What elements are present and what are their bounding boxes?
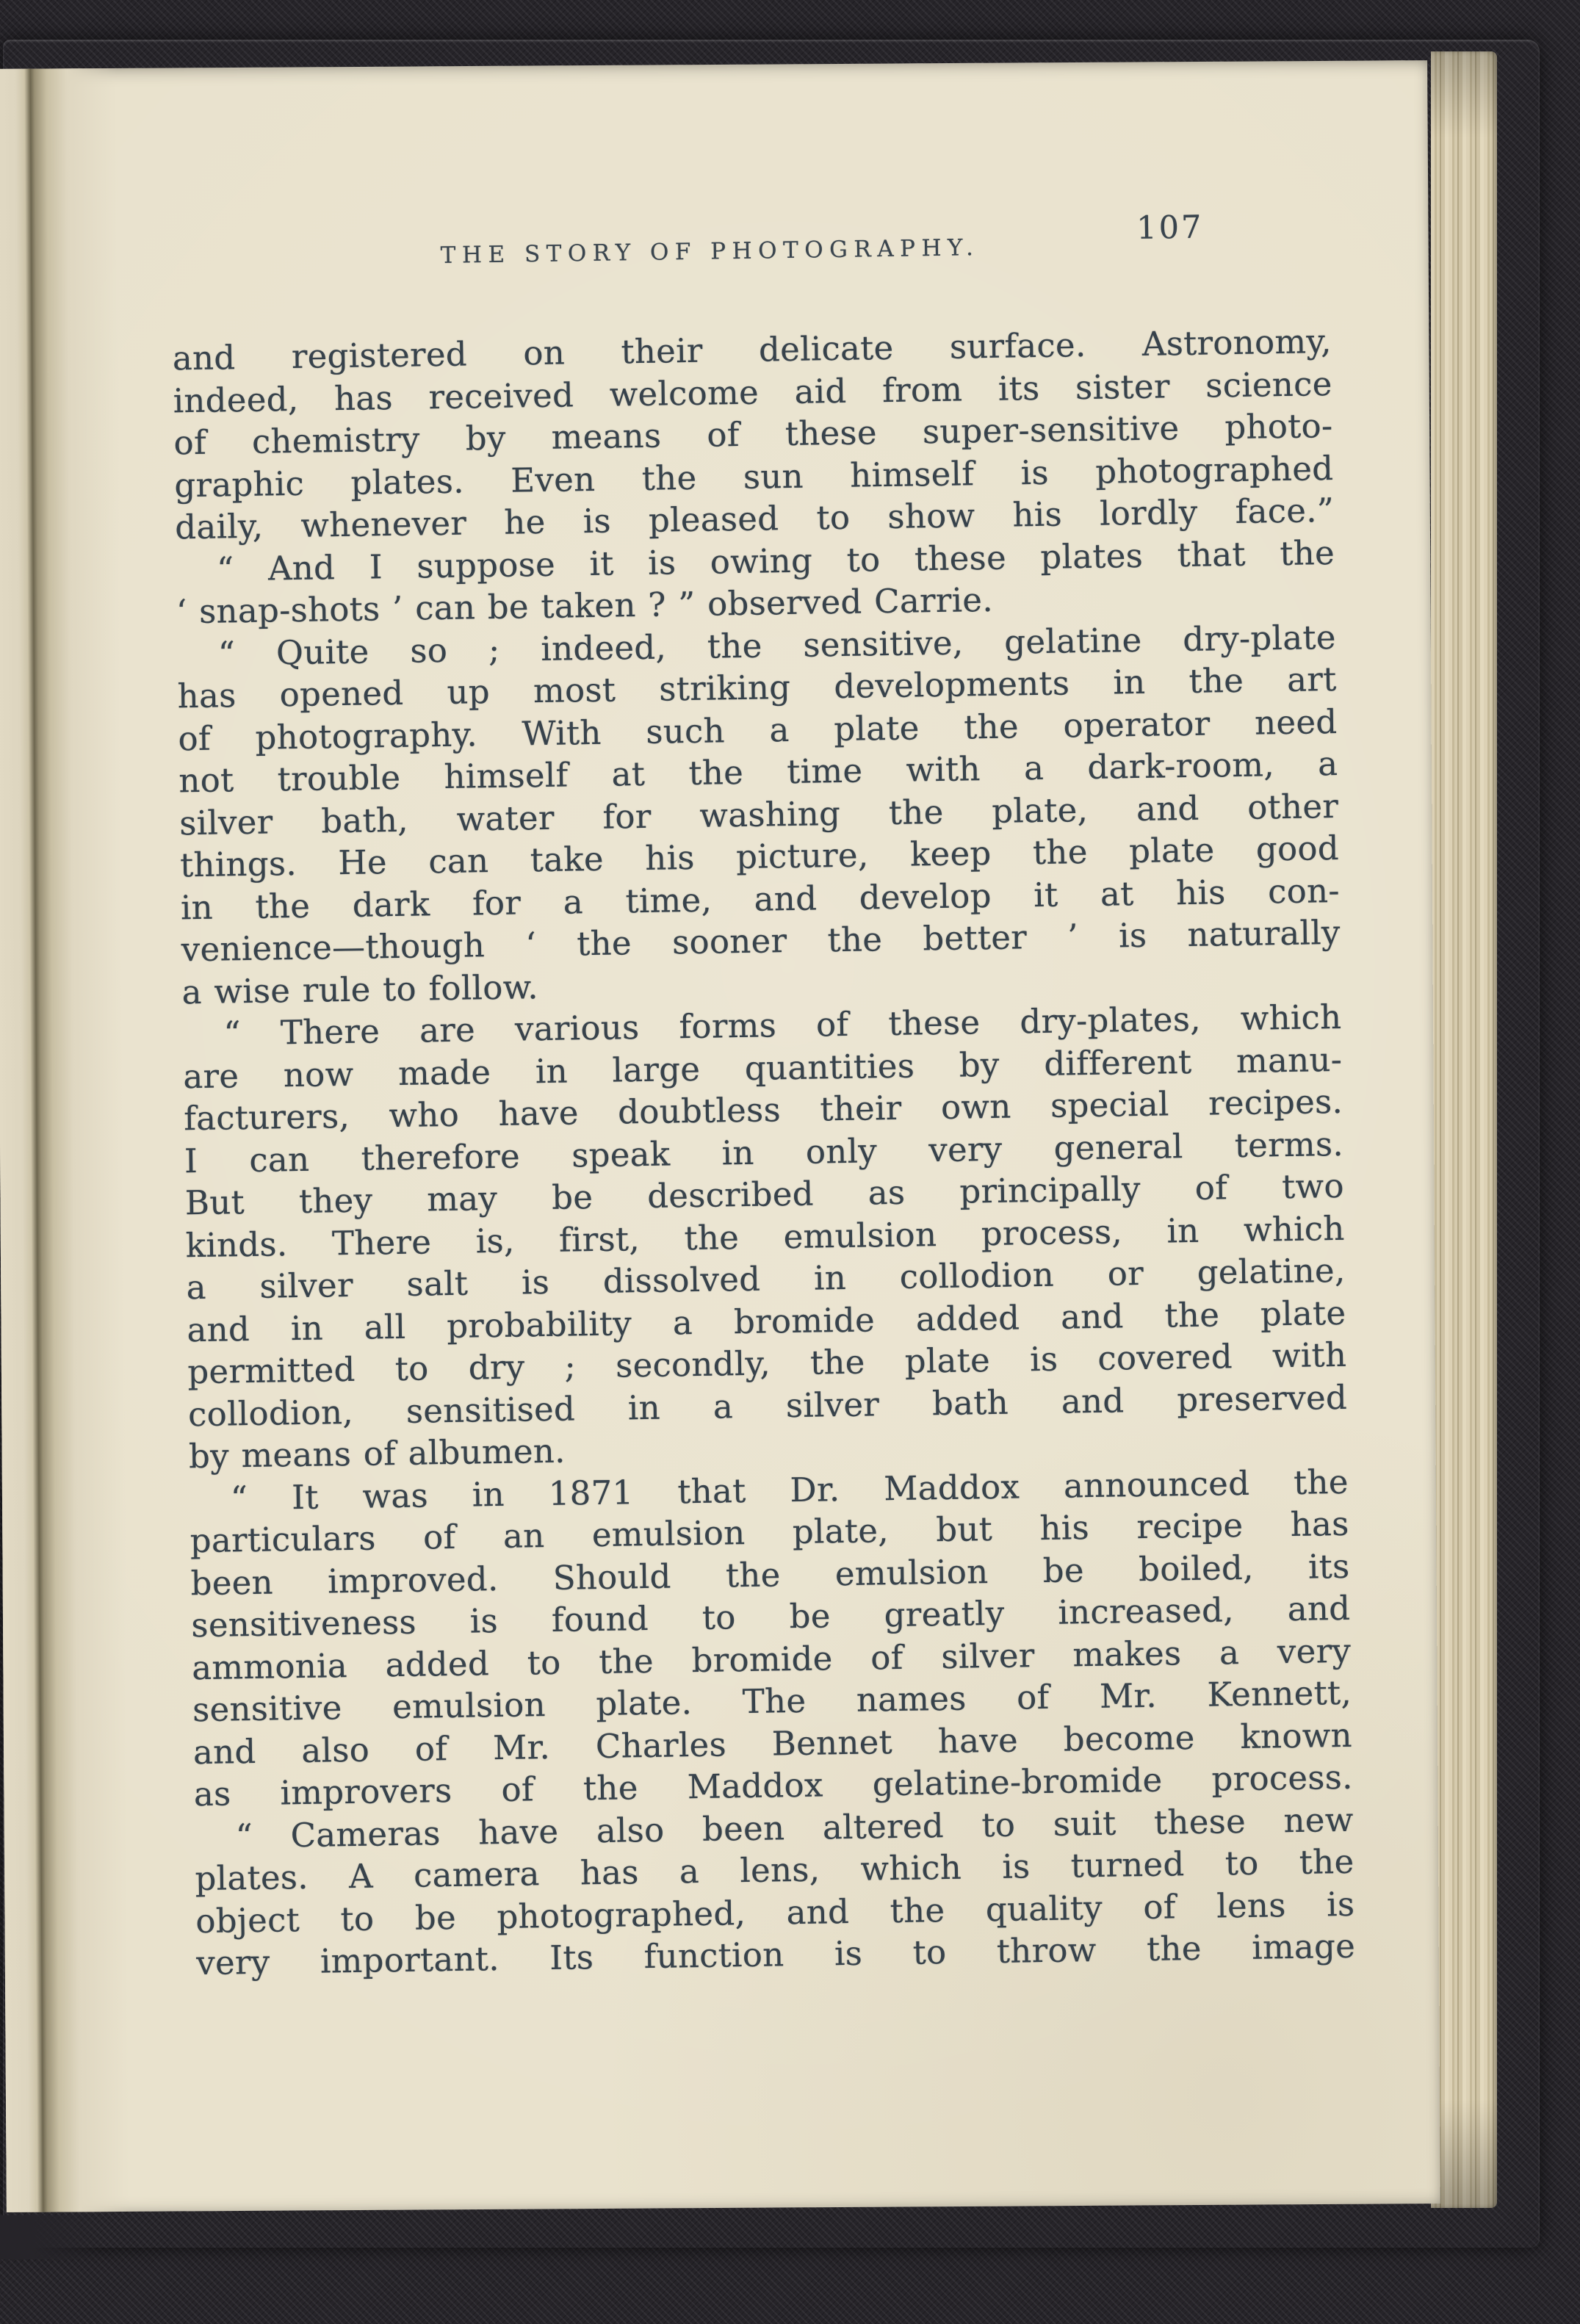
text-line: ammonia added to the bromide of silver makes a very <box>191 1631 1352 1687</box>
text-line: “ There are various forms of these dry-plates, which <box>223 997 1342 1053</box>
text-line: permitted to dry ; secondly, the plate is covered with <box>187 1335 1347 1392</box>
text-line: “ And I suppose it is owing to these plates that the <box>216 533 1335 589</box>
text-line: plates. A camera has a lens, which is turned to the <box>195 1841 1354 1899</box>
text-line: facturers, who have doubtless their own special recipes. <box>183 1081 1343 1138</box>
gutter-crease-shadow <box>0 68 131 2212</box>
text-line: of photography. With such a plate the operator need <box>178 701 1338 758</box>
text-line: things. He can take his picture, keep the plate good <box>179 828 1340 885</box>
text-line: of chemistry by means of these super-sensitive photo- <box>173 405 1333 463</box>
text-line: in the dark for a time, and develop it at his con- <box>180 870 1341 927</box>
text-line: graphic plates. Even the sun himself is photographed <box>174 448 1334 505</box>
body-text <box>172 320 1355 1985</box>
text-line: particulars of an emulsion plate, but his recipe has <box>190 1504 1349 1561</box>
text-line: are now made in large quantities by different manu- <box>182 1039 1343 1096</box>
text-line: and registered on their delicate surface. Astronomy, <box>172 322 1332 378</box>
bottom-left-shadow <box>0 2215 103 2259</box>
book-page <box>0 60 1440 2212</box>
page-content <box>170 207 1355 1985</box>
text-line: by means of albumen. <box>188 1431 566 1476</box>
running-title: THE STORY OF PHOTOGRAPHY. <box>440 234 980 269</box>
text-line: object to be photographed, and the quality of lens is <box>195 1884 1355 1941</box>
text-line: not trouble himself at the time with a dark-room, a <box>178 743 1338 801</box>
text-line: I can therefore speak in only very general terms. <box>184 1124 1344 1180</box>
text-line: a wise rule to follow. <box>181 967 539 1011</box>
text-line: indeed, has received welcome aid from its sister science <box>173 364 1332 420</box>
text-line: as improvers of the Maddox gelatine-bromide process. <box>193 1757 1354 1814</box>
text-line: But they may be described as principally of two <box>184 1166 1345 1223</box>
text-line: been improved. Should the emulsion be boiled, its <box>190 1546 1350 1603</box>
text-line: has opened up most striking developments in the art <box>177 659 1337 716</box>
text-line: “ It was in 1871 that Dr. Maddox announced the <box>230 1462 1349 1518</box>
page-header <box>170 207 1330 290</box>
text-line: sensitiveness is found to be greatly increased, and <box>191 1588 1351 1645</box>
text-line: sensitive emulsion plate. The names of Mr. Kennett, <box>192 1672 1352 1730</box>
text-line: silver bath, water for washing the plate, and other <box>178 786 1339 842</box>
page-number: 107 <box>1136 209 1204 247</box>
text-line: ‘ snap-shots ’ can be taken ? ” observed Carrie. <box>176 580 994 632</box>
text-line: “ Cameras have also been altered to suit these new <box>235 1800 1354 1855</box>
text-line: and in all probability a bromide added and the plate <box>187 1293 1346 1349</box>
text-line: daily, whenever he is pleased to show his lordly face.” <box>174 490 1335 547</box>
text-line: kinds. There is, first, the emulsion process, in which <box>185 1208 1345 1265</box>
text-line: collodion, sensitised in a silver bath and preserved <box>187 1377 1348 1434</box>
text-line: and also of Mr. Charles Bennet have become known <box>192 1715 1353 1772</box>
text-line: venience—though ‘ the sooner the better ’ is naturally <box>181 912 1341 970</box>
fore-edge-page-stack <box>1431 51 1497 2208</box>
text-line: very important. Its function is to throw the image <box>195 1926 1356 1983</box>
text-line: a silver salt is dissolved in collodion or gelatine, <box>186 1250 1346 1307</box>
text-line: “ Quite so ; indeed, the sensitive, gelatine dry-plate <box>217 617 1337 674</box>
